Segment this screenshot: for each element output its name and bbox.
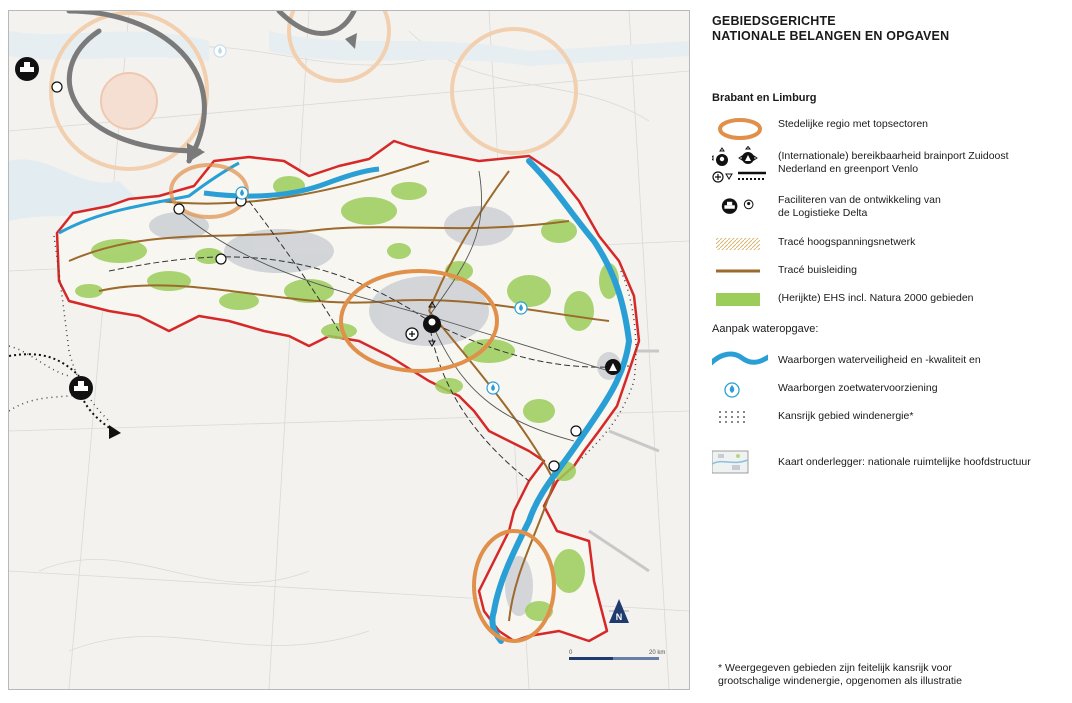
legend-item-bereikbaarheid — [712, 146, 1064, 186]
legend-label-windenergie: Kansrijk gebied windenergie* — [778, 410, 914, 422]
scale-bar — [569, 650, 665, 660]
accessibility-symbols-icon — [712, 146, 768, 186]
river-north — [9, 31, 209, 61]
river-symbol-icon — [712, 350, 768, 376]
logistics-symbols-icon — [712, 194, 768, 220]
legend-label-onderlegger: Kaart onderlegger: nationale ruimtelijke hoofdstructuur — [778, 456, 1031, 468]
legend-item-windenergie — [712, 406, 1064, 432]
footnote-line1: * Weergegeven gebieden zijn feitelijk kansrijk voor — [718, 662, 952, 674]
logistics-icon-rotterdam[interactable] — [15, 57, 39, 81]
river-waal — [269, 31, 689, 66]
legend-label-bereikbaarheid-2: Nederland en greenport Venlo — [778, 163, 919, 175]
legend-item-buisleiding — [712, 264, 1064, 290]
footnote-line2: grootschalige windenergie, opgenomen als illustratie — [718, 675, 962, 687]
wind-dots-icon — [712, 406, 768, 432]
map-panel[interactable] — [8, 10, 690, 690]
venlo-icon[interactable] — [605, 359, 621, 375]
logistics-routes — [9, 354, 114, 431]
legend-item-ehs — [712, 292, 1064, 318]
faded-ring-rotterdam — [101, 73, 157, 129]
legend-label-zoetwater: Waarborgen zoetwatervoorziening — [778, 382, 938, 394]
north-label: N — [615, 612, 623, 622]
legend-panel — [712, 14, 1064, 468]
legend-title-line1: GEBIEDSGERICHTE — [712, 14, 836, 28]
legend-item-stedelijke-regio — [712, 118, 1064, 144]
legend-label-bereikbaarheid-1: (Internationale) bereikbaarheid brainport Zuidoost — [778, 150, 1009, 162]
legend-title — [712, 14, 1064, 44]
ring-symbol-icon — [712, 118, 768, 144]
legend-label-logistieke-delta-1: Faciliteren van de ontwikkeling van — [778, 194, 941, 206]
legend-item-hoogspanning — [712, 236, 1064, 262]
legend-label-waterveiligheid: Waarborgen waterveiligheid en -kwaliteit en — [778, 354, 981, 366]
high-voltage-symbol-icon — [712, 236, 768, 262]
legend-region-heading: Brabant en Limburg — [712, 92, 817, 104]
scale-end-label: 20 km — [649, 650, 666, 656]
legend-label-buisleiding: Tracé buisleiding — [778, 264, 857, 276]
logistics-icon-moerdijk[interactable] — [69, 376, 93, 400]
ehs-symbol-icon — [712, 292, 768, 318]
legend-label-ehs: (Herijkte) EHS incl. Natura 2000 gebieden — [778, 292, 974, 304]
legend-item-onderlegger — [712, 450, 1064, 476]
pipeline-symbol-icon — [712, 264, 768, 290]
faded-ring-arnhem — [452, 29, 576, 153]
legend-label-stedelijke-regio: Stedelijke regio met topsectoren — [778, 118, 928, 130]
route-arrow-head — [109, 425, 121, 439]
legend-title-line2: NATIONALE BELANGEN EN OPGAVEN — [712, 29, 950, 43]
legend-label-hoogspanning: Tracé hoogspanningsnetwerk — [778, 236, 916, 248]
scale-start-label: 0 — [569, 650, 573, 656]
base-map-thumbnail-icon — [712, 450, 768, 476]
water-drop-icon — [712, 378, 768, 404]
legend-item-logistieke-delta — [712, 194, 1064, 224]
legend-water-heading: Aanpak wateropgave: — [712, 323, 819, 335]
north-arrow — [609, 599, 629, 623]
legend-item-waterveiligheid — [712, 350, 1064, 376]
footnote — [718, 662, 962, 688]
map-canvas — [9, 11, 689, 689]
legend-item-zoetwater — [712, 378, 1064, 404]
legend-label-logistieke-delta-2: de Logistieke Delta — [778, 207, 868, 219]
